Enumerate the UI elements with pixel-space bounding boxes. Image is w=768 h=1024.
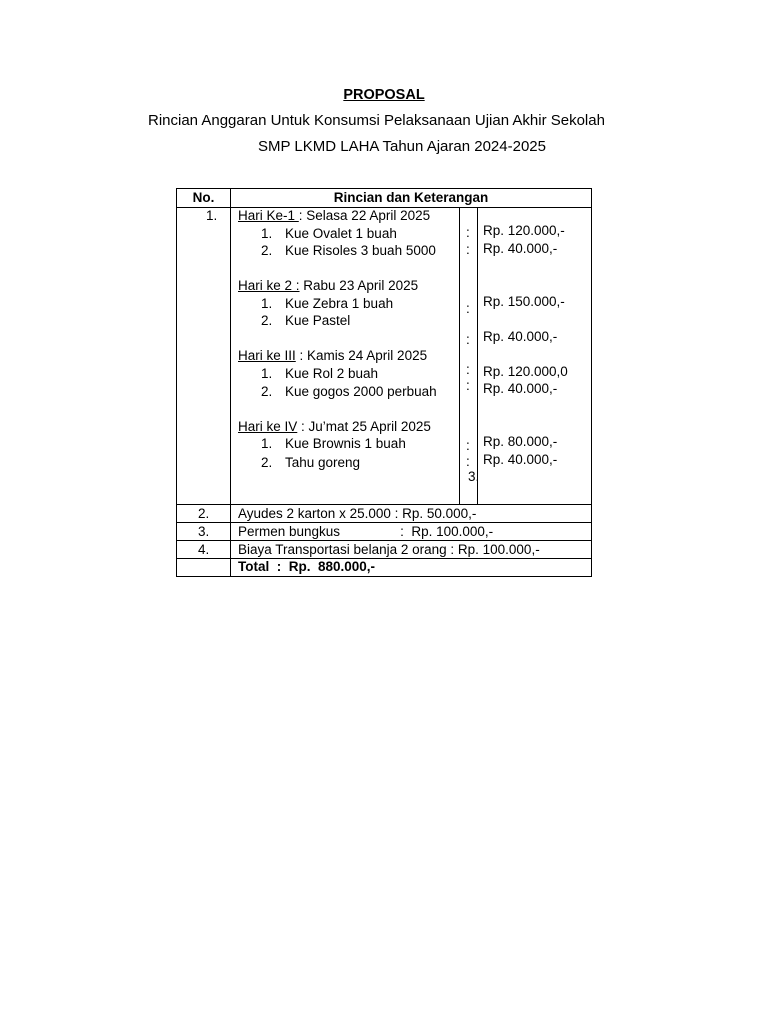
day-heading: Hari ke III : Kamis 24 April 2025 — [238, 348, 428, 363]
item-number: 1. — [261, 366, 273, 381]
column-divider — [230, 189, 231, 576]
document-subtitle: Rincian Anggaran Untuk Konsumsi Pelaksanaan Ujian Akhir Sekolah — [148, 112, 605, 129]
row-number: 4. — [198, 542, 210, 557]
row-number: 3. — [198, 524, 210, 539]
item-name: Kue Rol 2 buah — [285, 366, 379, 381]
item-number: 1. — [261, 226, 273, 241]
item-colon: : — [466, 242, 470, 257]
item-price: Rp. 80.000,- — [483, 434, 558, 449]
header-no: No. — [192, 190, 215, 205]
row-detail: Permen bungkus : Rp. 100.000,- — [238, 524, 494, 539]
item-price: Rp. 40.000,- — [483, 381, 558, 396]
item-colon: : — [466, 301, 470, 316]
item-colon: : — [466, 454, 470, 469]
colon-column-right — [477, 208, 478, 505]
colon-column-left — [459, 208, 460, 505]
item-price: Rp. 40.000,- — [483, 329, 558, 344]
item-number: 2. — [261, 243, 273, 258]
item-name: Kue gogos 2000 perbuah — [285, 384, 437, 399]
item-name: Kue Pastel — [285, 313, 351, 328]
item-number: 2. — [261, 384, 273, 399]
row-detail: Biaya Transportasi belanja 2 orang : Rp. 100.000,- — [238, 542, 540, 557]
item-name: Kue Zebra 1 buah — [285, 296, 394, 311]
item-number: 2. — [261, 455, 273, 470]
item-colon: : — [466, 332, 470, 347]
day-heading: Hari ke IV : Ju’mat 25 April 2025 — [238, 419, 431, 434]
item-name: Tahu goreng — [285, 455, 361, 470]
item-colon: : — [466, 378, 470, 393]
item-price: Rp. 150.000,- — [483, 294, 565, 309]
document-subtitle-school: SMP LKMD LAHA Tahun Ajaran 2024-2025 — [258, 138, 546, 155]
day-heading: Hari ke 2 : Rabu 23 April 2025 — [238, 278, 419, 293]
item-colon: : — [466, 438, 470, 453]
row-detail: Ayudes 2 karton x 25.000 : Rp. 50.000,- — [238, 506, 477, 521]
budget-table — [176, 188, 592, 577]
item-number: 1. — [261, 436, 273, 451]
item-colon: : — [466, 362, 470, 377]
header-detail: Rincian dan Keterangan — [333, 190, 489, 205]
document-title: PROPOSAL — [343, 87, 425, 103]
total-row: Total : Rp. 880.000,- — [238, 559, 376, 574]
stray-number: 3. — [468, 469, 480, 484]
item-price: Rp. 120.000,0 — [483, 364, 568, 379]
item-price: Rp. 40.000,- — [483, 452, 558, 467]
item-number: 2. — [261, 313, 273, 328]
item-name: Kue Risoles 3 buah 5000 — [285, 243, 436, 258]
item-price: Rp. 120.000,- — [483, 223, 565, 238]
item-name: Kue Ovalet 1 buah — [285, 226, 397, 241]
row-number: 2. — [198, 506, 210, 521]
item-colon: : — [466, 225, 470, 240]
day-heading: Hari Ke-1 : Selasa 22 April 2025 — [238, 208, 431, 223]
item-number: 1. — [261, 296, 273, 311]
item-price: Rp. 40.000,- — [483, 241, 558, 256]
item-name: Kue Brownis 1 buah — [285, 436, 406, 451]
row-number: 1. — [206, 208, 218, 223]
